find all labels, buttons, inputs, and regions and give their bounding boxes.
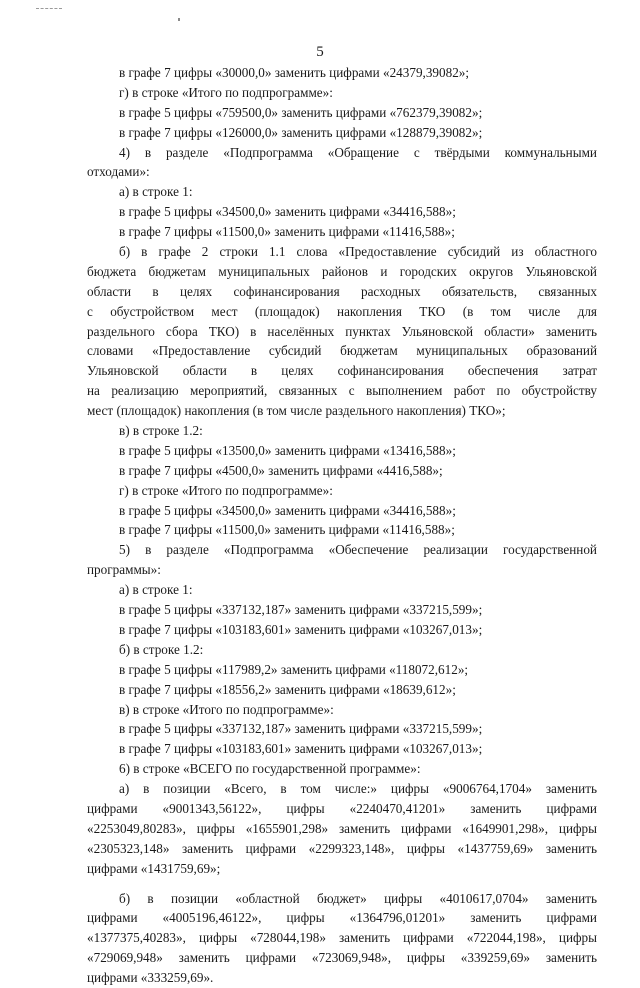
text-line: в графе 7 цифры «11500,0» заменить цифрами «11416,588»; — [119, 224, 455, 240]
text-line: цифрами «333259,69». — [87, 970, 214, 986]
text-line: в графе 7 цифры «4500,0» заменить цифрами «4416,588»; — [119, 462, 443, 478]
text-line: программы»: — [87, 562, 161, 578]
paragraph-gap — [87, 879, 597, 889]
text-line: г) в строке «Итого по подпрограмме»: — [119, 482, 333, 498]
text-line: а) в позиции «Всего, в том числе:» цифры «9006764,1704» заменить — [119, 781, 597, 797]
text-line: в графе 5 цифры «34500,0» заменить цифрами «34416,588»; — [119, 204, 456, 220]
text-line: в графе 7 цифры «11500,0» заменить цифрами «11416,588»; — [119, 522, 455, 538]
text-line: б) в графе 2 строки 1.1 слова «Предоставление субсидий из областного — [119, 244, 597, 260]
text-line: на реализацию мероприятий, связанных с выполнением работ по обустройству — [87, 383, 597, 399]
text-line: в графе 5 цифры «34500,0» заменить цифрами «34416,588»; — [119, 502, 456, 518]
text-line: в графе 5 цифры «13500,0» заменить цифрами «13416,588»; — [119, 442, 456, 458]
text-line: 4) в разделе «Подпрограмма «Обращение с твёрдыми коммунальными — [119, 144, 597, 160]
text-line: в графе 7 цифры «103183,601» заменить цифрами «103267,013»; — [119, 741, 483, 757]
text-line: в графе 5 цифры «337132,187» заменить цифрами «337215,599»; — [119, 602, 483, 618]
scan-speck — [178, 18, 180, 21]
document-body — [87, 63, 597, 988]
text-line: 6) в строке «ВСЕГО по государственной программе»: — [119, 761, 421, 777]
text-line: цифрами «4005196,46122», цифры «1364796,01201» заменить цифрами — [87, 910, 597, 926]
text-line: «1377375,40283», цифры «728044,198» заменить цифрами «722044,198», цифры — [87, 930, 597, 946]
text-line: в) в строке «Итого по подпрограмме»: — [119, 701, 334, 717]
text-line: раздельного сбора ТКО) в населённых пунктах Ульяновской области» заменить — [87, 323, 597, 339]
text-line: в графе 7 цифры «103183,601» заменить цифрами «103267,013»; — [119, 621, 483, 637]
text-line: отходами»: — [87, 164, 150, 180]
text-line: с обустройством мест (площадок) накопления ТКО (в том числе для — [87, 303, 597, 319]
text-line: в графе 7 цифры «126000,0» заменить цифрами «128879,39082»; — [119, 124, 483, 140]
text-line: Ульяновской области в целях софинансирования обеспечения затрат — [87, 363, 597, 379]
text-line: в графе 7 цифры «18556,2» заменить цифрами «18639,612»; — [119, 681, 456, 697]
text-line: бюджета бюджетам муниципальных районов и городских округов Ульяновской — [87, 263, 597, 279]
text-line: «2253049,80283», цифры «1655901,298» заменить цифрами «1649901,298», цифры — [87, 820, 597, 836]
text-line: а) в строке 1: — [119, 184, 193, 200]
page-number: 5 — [316, 44, 324, 60]
text-line: 5) в разделе «Подпрограмма «Обеспечение реализации государственной — [119, 542, 597, 558]
text-line: в) в строке 1.2: — [119, 423, 203, 439]
text-line: а) в строке 1: — [119, 582, 193, 598]
text-line: б) в строке 1.2: — [119, 641, 204, 657]
text-line: словами «Предоставление субсидий бюджетам муниципальных образований — [87, 343, 597, 359]
text-line: цифрами «1431759,69»; — [87, 860, 221, 876]
text-line: цифрами «9001343,56122», цифры «2240470,41201» заменить цифрами — [87, 800, 597, 816]
text-line: мест (площадок) накопления (в том числе раздельного накопления) ТКО»; — [87, 403, 506, 419]
text-line: в графе 5 цифры «759500,0» заменить цифрами «762379,39082»; — [119, 104, 483, 120]
text-line: б) в позиции «областной бюджет» цифры «4010617,0704» заменить — [119, 890, 597, 906]
text-line: г) в строке «Итого по подпрограмме»: — [119, 84, 333, 100]
text-line: области в целях софинансирования расходных обязательств, связанных — [87, 283, 597, 299]
text-line: «729069,948» заменить цифрами «723069,948», цифры «339259,69» заменить — [87, 950, 597, 966]
text-line: в графе 5 цифры «337132,187» заменить цифрами «337215,599»; — [119, 721, 483, 737]
text-line: в графе 7 цифры «30000,0» заменить цифрами «24379,39082»; — [119, 65, 470, 80]
text-line: «2305323,148» заменить цифрами «2299323,148», цифры «1437759,69» заменить — [87, 840, 597, 856]
scan-edge-mark — [36, 8, 62, 9]
text-line: в графе 5 цифры «117989,2» заменить цифрами «118072,612»; — [119, 661, 469, 677]
